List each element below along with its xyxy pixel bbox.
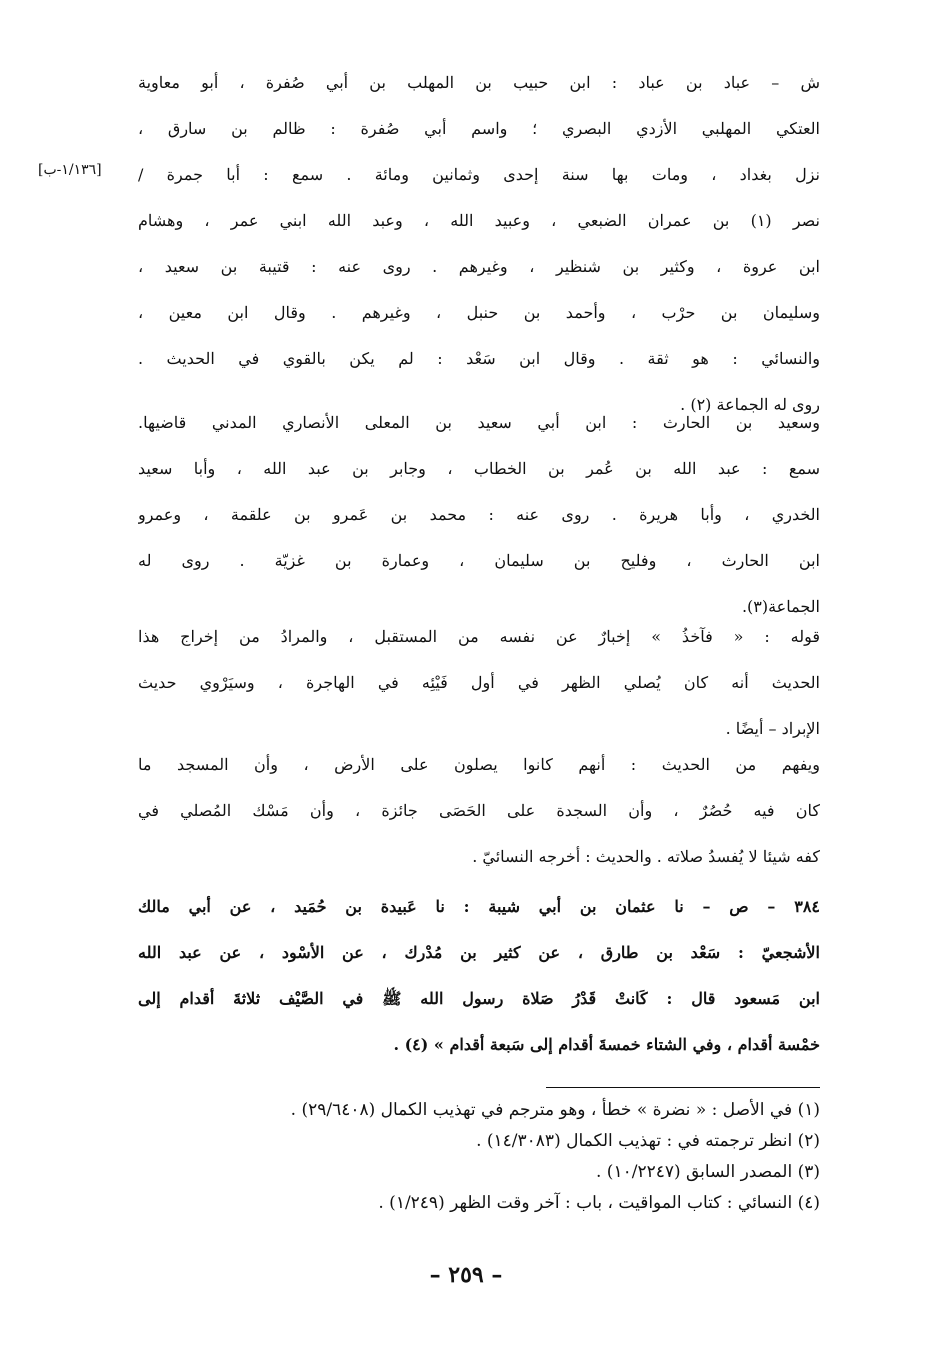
text-line: كان فيه حُصُرٌ ، وأن السجدة على الحَصَى جائزة ، وأن مَسْك المُصلي في (138, 801, 820, 820)
paragraph-hadith-384 (138, 884, 820, 1068)
paragraph-abbad-bio (138, 60, 820, 428)
text-line: نزل بغداد ، ومات بها سنة إحدى وثمانين ومائة . سمع : أبا جمرة / (138, 165, 820, 184)
text-line: نصر (١) بن عمران الضبعي ، وعبيد الله ، وعبد الله ابني عمر ، وهشام (138, 211, 820, 230)
footnote: (٣) المصدر السابق (١٠/٢٢٤٧) . (596, 1162, 820, 1182)
text-line: وسليمان بن حرْب ، وأحمد بن حنبل ، وغيرهم . وقال ابن معين ، (138, 303, 820, 322)
text-line: ٣٨٤ – ص – نا عثمان بن أبي شيبة : نا عَبيدة بن حُمَيد ، عن أبي مالك (138, 897, 820, 916)
text-line: ابن عروة ، وكثير بن شنظير ، وغيرهم . روى عنه : قتيبة بن سعيد ، (138, 257, 820, 276)
footnote-separator (546, 1087, 820, 1088)
paragraph-said-bio (138, 400, 820, 630)
paragraph-commentary (138, 614, 820, 752)
footnote: (١) في الأصل : « نضرة » خطأ ، وهو مترجم في تهذيب الكمال (٢٩/٦٤٠٨) . (290, 1100, 820, 1120)
text-line: الأشجعيّ : سَعْد بن طارق ، عن كثير بن مُدْرك ، عن الأسْود ، عن عبد الله (138, 943, 820, 962)
text-line: ويفهم من الحديث : أنهم كانوا يصلون على الأرض ، وأن المسجد ما (138, 755, 820, 774)
text-line: والنسائي : هو ثقة . وقال ابن سَعْد : لم يكن بالقوي في الحديث . (138, 349, 820, 368)
footnotes (138, 1095, 820, 1219)
footnote: (٤) النسائي : كتاب المواقيت ، باب : آخر وقت الظهر (١/٢٤٩) . (378, 1193, 820, 1213)
manuscript-folio-note: [١/١٣٦-ب] (38, 162, 102, 178)
text-line: الإبراد – أيضًا . (725, 719, 820, 738)
text-line: الخدري ، وأبا هريرة . روى عنه : محمد بن عَمرو بن علقمة ، وعمرو (138, 505, 820, 524)
text-line: الجماعة(٣). (741, 597, 820, 616)
text-line: خمْسة أقدام ، وفي الشتاء خمسةَ أقدام إلى سَبعة أقدام » (٤) . (393, 1035, 820, 1054)
text-line: قوله : « فآخذُ » إخبارٌ عن نفسه من المستقبل ، والمرادُ من إخراج هذا (138, 627, 820, 646)
paragraph-understanding (138, 742, 820, 880)
text-line: روى له الجماعة (٢) . (680, 395, 820, 414)
text-line: الحديث أنه كان يُصلي الظهر في أول فَيْئِه في الهاجرة ، وسيَرْوي حديث (138, 673, 820, 692)
footnote: (٢) انظر ترجمته في : تهذيب الكمال (١٤/٣٠٨٣) . (476, 1131, 820, 1151)
page-number: – ٢٥٩ – (429, 1262, 503, 1288)
text-line: العتكي المهلبي الأزدي البصري ؛ واسم أبي صُفرة : ظالم بن سارق ، (138, 119, 820, 138)
text-line: وسعيد بن الحارث : ابن أبي سعيد بن المعلى الأنصاري المدني قاضيها. (138, 413, 820, 432)
text-line: كفه شيئا لا يُفسدُ صلاته . والحديث : أخرجه النسائيّ . (472, 847, 820, 866)
text-line: سمع : عبد الله بن عُمر بن الخطاب ، وجابر بن عبد الله ، وأبا سعيد (138, 459, 820, 478)
text-line: ابن مَسعود قال : كَانتْ قَدْرُ صَلاة رسول الله ﷺ في الصَّيْف ثلاثةَ أقدام إلى (138, 989, 820, 1008)
text-line: ش – عباد بن عباد : ابن حبيب بن المهلب بن أبي صُفرة ، أبو معاوية (138, 73, 820, 92)
text-line: ابن الحارث ، وفليح بن سليمان ، وعمارة بن غزيّة . روى له (138, 551, 820, 570)
